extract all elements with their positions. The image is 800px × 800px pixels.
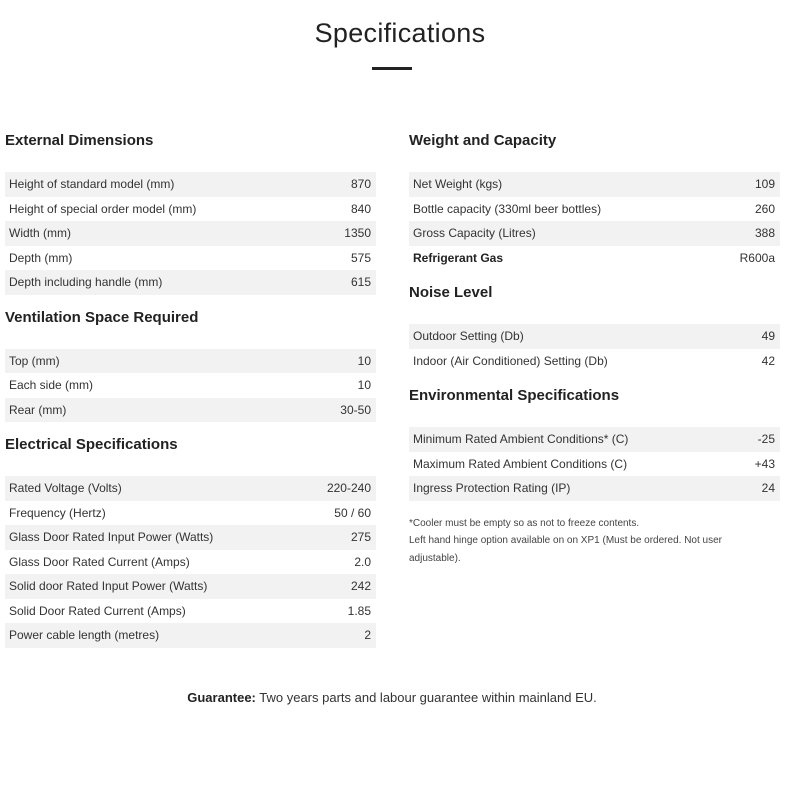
spec-value: 10 xyxy=(357,378,371,393)
spec-row xyxy=(5,221,376,246)
spec-value: 1.85 xyxy=(347,603,371,618)
spec-label: Each side (mm) xyxy=(9,378,94,393)
spec-row xyxy=(5,172,376,197)
spec-label: Depth including handle (mm) xyxy=(9,275,163,290)
spec-row xyxy=(5,398,376,423)
spec-row xyxy=(5,373,376,398)
title-underline xyxy=(372,67,412,70)
spec-value: 260 xyxy=(754,201,775,216)
spec-label: Rated Voltage (Volts) xyxy=(9,481,122,496)
section-ventilation-space-required xyxy=(5,309,376,423)
spec-label: Power cable length (metres) xyxy=(9,628,160,643)
spec-label: Solid door Rated Input Power (Watts) xyxy=(9,579,208,594)
spec-row xyxy=(5,550,376,575)
spec-label: Minimum Rated Ambient Conditions* (C) xyxy=(413,432,629,447)
spec-label: Height of standard model (mm) xyxy=(9,177,175,192)
spec-table xyxy=(5,476,376,648)
spec-label: Net Weight (kgs) xyxy=(413,177,503,192)
spec-label: Rear (mm) xyxy=(9,402,67,417)
section-external-dimensions xyxy=(5,132,376,295)
spec-label: Top (mm) xyxy=(9,353,60,368)
spec-value: 49 xyxy=(761,329,775,344)
spec-value: 840 xyxy=(350,201,371,216)
spec-value: R600a xyxy=(739,250,775,265)
spec-row xyxy=(5,476,376,501)
spec-table xyxy=(5,172,376,295)
spec-row xyxy=(409,172,780,197)
spec-value: -25 xyxy=(757,432,775,447)
spec-label: Maximum Rated Ambient Conditions (C) xyxy=(413,456,628,471)
guarantee-label: Guarantee: xyxy=(187,690,256,705)
spec-table xyxy=(409,172,780,270)
section-electrical-specifications xyxy=(5,436,376,648)
spec-value: 50 / 60 xyxy=(334,505,371,520)
spec-value: 1350 xyxy=(344,226,371,241)
spec-label: Indoor (Air Conditioned) Setting (Db) xyxy=(413,353,608,368)
section-title: Weight and Capacity xyxy=(409,132,557,149)
spec-value: 275 xyxy=(350,530,371,545)
spec-label: Height of special order model (mm) xyxy=(9,201,197,216)
footnote-freeze: *Cooler must be empty so as not to freeze contents. xyxy=(409,517,640,529)
spec-row xyxy=(409,476,780,501)
spec-row xyxy=(5,574,376,599)
spec-row xyxy=(409,197,780,222)
spec-row xyxy=(5,246,376,271)
spec-value: 24 xyxy=(761,481,775,496)
spec-row xyxy=(5,623,376,648)
spec-value: 42 xyxy=(761,353,775,368)
page-title: Specifications xyxy=(314,18,486,48)
spec-table xyxy=(5,349,376,423)
spec-row xyxy=(409,452,780,477)
spec-row xyxy=(5,349,376,374)
spec-label: Glass Door Rated Current (Amps) xyxy=(9,554,190,569)
spec-row xyxy=(409,427,780,452)
spec-value: 2 xyxy=(364,628,371,643)
spec-table xyxy=(409,427,780,501)
spec-label: Solid Door Rated Current (Amps) xyxy=(9,603,186,618)
spec-value: 615 xyxy=(350,275,371,290)
spec-value: 220-240 xyxy=(326,481,371,496)
spec-row xyxy=(5,270,376,295)
spec-label: Frequency (Hertz) xyxy=(9,505,106,520)
footnote-hinge: Left hand hinge option available on on XP1 (Must be ordered. Not user adjustable). xyxy=(409,535,722,564)
spec-row xyxy=(409,246,780,271)
spec-row xyxy=(5,197,376,222)
section-title: Environmental Specifications xyxy=(409,387,620,404)
left-column xyxy=(5,132,376,662)
section-title: Electrical Specifications xyxy=(5,436,178,453)
spec-label: Bottle capacity (330ml beer bottles) xyxy=(413,201,602,216)
spec-value: 242 xyxy=(350,579,371,594)
spec-row xyxy=(5,501,376,526)
spec-value: 388 xyxy=(754,226,775,241)
spec-label: Width (mm) xyxy=(9,226,71,241)
spec-row xyxy=(5,525,376,550)
spec-row xyxy=(409,324,780,349)
section-environmental-specifications xyxy=(409,387,780,501)
spec-label: Refrigerant Gas xyxy=(413,250,504,265)
section-title: Noise Level xyxy=(409,284,493,301)
spec-value: 10 xyxy=(357,353,371,368)
spec-row xyxy=(409,221,780,246)
spec-value: 109 xyxy=(754,177,775,192)
spec-value: 2.0 xyxy=(354,554,371,569)
section-title: External Dimensions xyxy=(5,132,154,149)
spec-value: +43 xyxy=(754,456,775,471)
spec-value: 870 xyxy=(350,177,371,192)
spec-label: Outdoor Setting (Db) xyxy=(413,329,524,344)
right-sections xyxy=(409,132,780,501)
spec-value: 30-50 xyxy=(340,402,371,417)
section-weight-and-capacity xyxy=(409,132,780,270)
guarantee-text xyxy=(0,690,784,705)
guarantee-body: Two years parts and labour guarantee within mainland EU. xyxy=(255,690,597,705)
footnotes xyxy=(409,515,749,568)
spec-value: 575 xyxy=(350,250,371,265)
section-title: Ventilation Space Required xyxy=(5,308,199,326)
spec-label: Ingress Protection Rating (IP) xyxy=(413,481,571,496)
spec-row xyxy=(409,349,780,374)
spec-label: Gross Capacity (Litres) xyxy=(413,226,536,241)
spec-label: Glass Door Rated Input Power (Watts) xyxy=(9,530,214,545)
section-noise-level xyxy=(409,284,780,373)
right-column xyxy=(409,132,780,567)
spec-table xyxy=(409,324,780,373)
spec-label: Depth (mm) xyxy=(9,250,73,265)
spec-row xyxy=(5,599,376,624)
